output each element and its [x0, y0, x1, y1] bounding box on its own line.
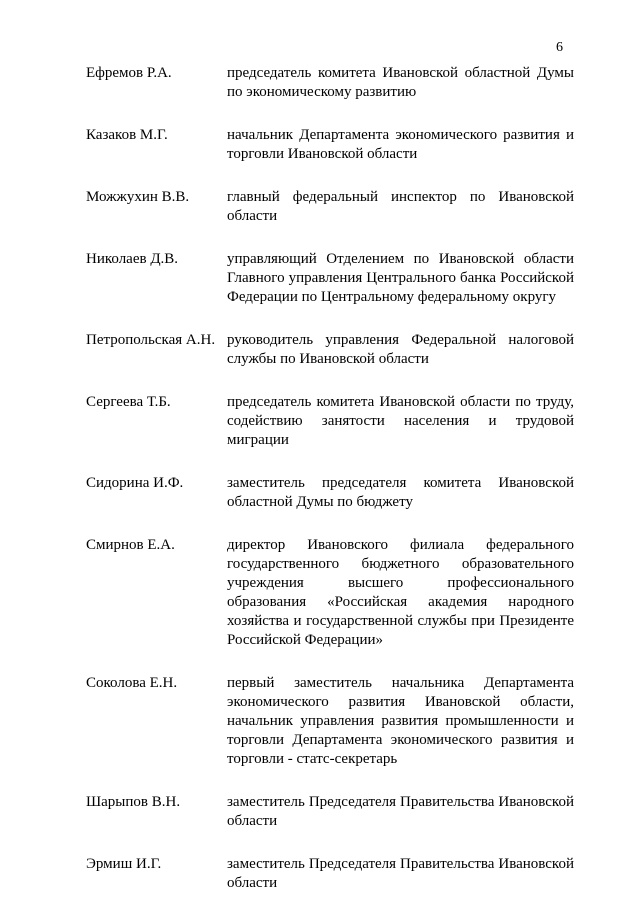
member-role: первый заместитель начальника Департамента экономического развития Ивановской области, начальник управления развития промышленности и торговли Департамента экономического развития и торговли - статс-секретарь — [227, 675, 574, 767]
member-name: Петропольская А.Н. — [86, 332, 216, 348]
member-role: заместитель Председателя Правительства Ивановской области — [227, 794, 574, 829]
member-name: Эрмиш И.Г. — [86, 856, 162, 872]
member-name: Сергеева Т.Б. — [86, 394, 171, 410]
member-role: управляющий Отделением по Ивановской области Главного управления Центрального банка Российской Федерации по Центральному федеральному округу — [227, 251, 574, 305]
member-entry — [86, 474, 574, 512]
member-name: Николаев Д.В. — [86, 251, 179, 267]
member-name: Соколова Е.Н. — [86, 675, 178, 691]
member-list — [86, 64, 574, 917]
member-name: Можжухин В.В. — [86, 189, 190, 205]
member-entry — [86, 64, 574, 102]
member-role: главный федеральный инспектор по Ивановской области — [227, 189, 574, 224]
member-role: руководитель управления Федеральной налоговой службы по Ивановской области — [227, 332, 574, 367]
member-name: Казаков М.Г. — [86, 127, 168, 143]
member-role: заместитель Председателя Правительства Ивановской области — [227, 856, 574, 891]
page-number: 6 — [556, 40, 563, 55]
member-name: Шарыпов В.Н. — [86, 794, 181, 810]
member-name: Смирнов Е.А. — [86, 537, 175, 553]
member-role: председатель комитета Ивановской областной Думы по экономическому развитию — [227, 65, 574, 100]
member-role: заместитель председателя комитета Ивановской областной Думы по бюджету — [227, 475, 574, 510]
member-role: директор Ивановского филиала федерального государственного бюджетного образовательного учреждения высшего профессионального образования «Российская академия народного хозяйства и государственной службы при Президенте Российской Федерации» — [227, 537, 574, 648]
member-entry — [86, 855, 574, 893]
member-name: Ефремов Р.А. — [86, 65, 172, 81]
member-name: Сидорина И.Ф. — [86, 475, 184, 491]
member-role: председатель комитета Ивановской области по труду, содействию занятости населения и трудовой миграции — [227, 394, 574, 448]
member-entry — [86, 536, 574, 650]
member-entry — [86, 250, 574, 307]
member-role: начальник Департамента экономического развития и торговли Ивановской области — [227, 127, 574, 162]
member-entry — [86, 793, 574, 831]
member-entry — [86, 188, 574, 226]
member-entry — [86, 674, 574, 769]
member-entry — [86, 393, 574, 450]
member-entry — [86, 331, 574, 369]
member-entry — [86, 126, 574, 164]
